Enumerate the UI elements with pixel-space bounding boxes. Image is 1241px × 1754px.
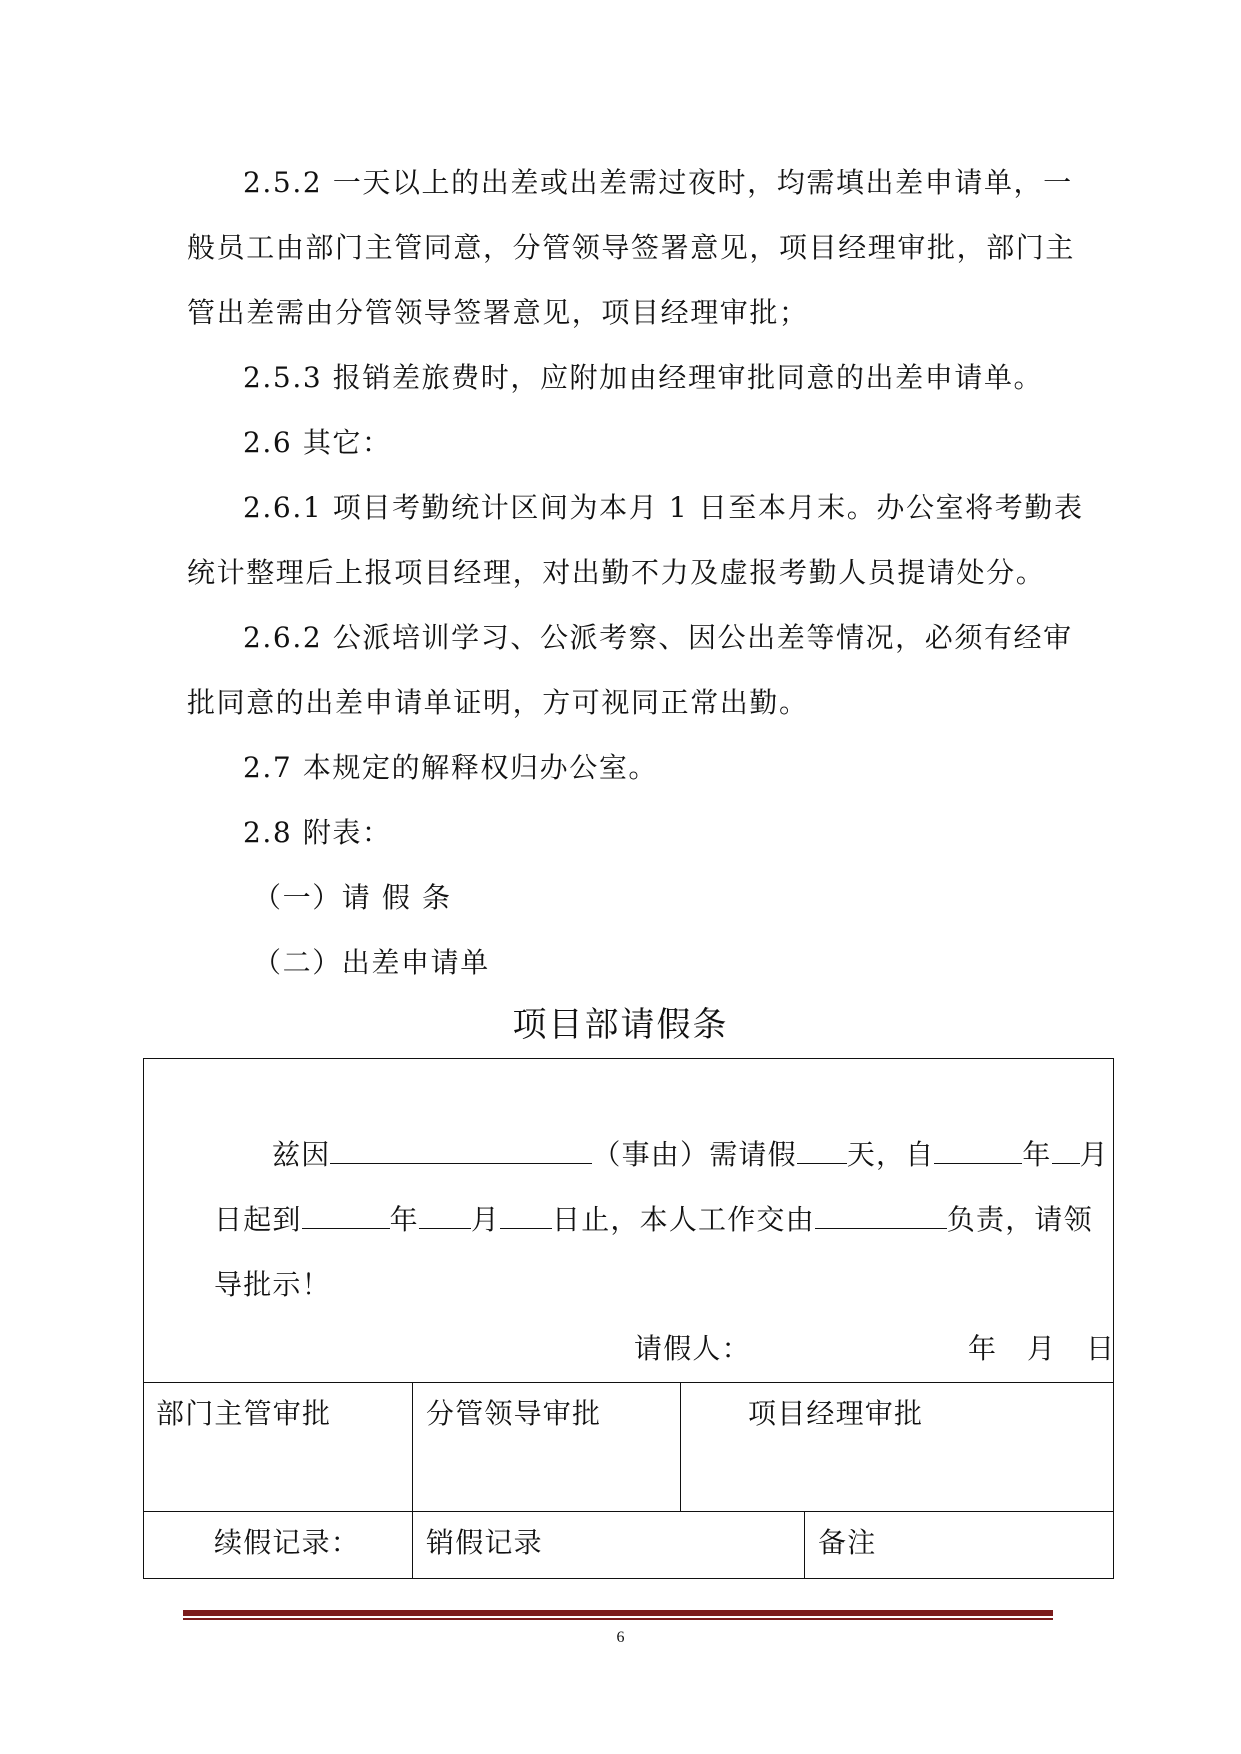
record-divider-1: [412, 1511, 413, 1578]
days-prefix: （事由）需请假: [592, 1138, 797, 1171]
handover-person-field[interactable]: [815, 1200, 947, 1229]
paragraph-2-6-2-line-1: 2.6.2 公派培训学习、公派考察、因公出差等情况，必须有经审: [243, 621, 1073, 654]
paragraph-2-5-3: 2.5.3 报销差旅费时，应附加由经理审批同意的出差申请单。: [243, 361, 1044, 394]
paragraph-2-5-2-line-3: 管出差需由分管领导签署意见，项目经理审批；: [187, 296, 809, 329]
request-line-1: [272, 1135, 1109, 1175]
to-month-field[interactable]: [419, 1200, 471, 1229]
paragraph-2-6-1-line-2: 统计整理后上报项目经理，对出勤不力及虚报考勤人员提请处分。: [187, 556, 1046, 589]
date-year-label: 年: [968, 1332, 998, 1365]
division-leader-approval-label: 分管领导审批: [426, 1397, 602, 1430]
remarks-label: 备注: [818, 1526, 877, 1559]
cancellation-record-label: 销假记录: [426, 1526, 543, 1559]
footer-rule: [183, 1610, 1053, 1616]
to-prefix: 日起到: [214, 1203, 302, 1236]
record-divider-2: [804, 1511, 805, 1578]
paragraph-2-8: 2.8 附表：: [243, 816, 392, 849]
form-divider-2: [144, 1511, 1113, 1512]
from-month-label: 月: [1079, 1138, 1109, 1171]
approval-divider-1: [412, 1382, 413, 1511]
handover-prefix: 日止，本人工作交由: [552, 1203, 815, 1236]
project-manager-approval-label: 项目经理审批: [748, 1397, 924, 1430]
extension-record-label: 续假记录：: [214, 1526, 361, 1559]
form-divider-1: [144, 1382, 1113, 1383]
leave-form: [143, 1058, 1114, 1579]
footer-rule-thin: [183, 1618, 1053, 1620]
request-line-3: 导批示！: [214, 1268, 331, 1301]
paragraph-2-5-2-line-1: 2.5.2 一天以上的出差或出差需过夜时，均需填出差申请单，一: [243, 166, 1073, 199]
to-day-field[interactable]: [500, 1200, 552, 1229]
paragraph-2-6: 2.6 其它：: [243, 426, 392, 459]
date-day-label: 日: [1086, 1332, 1116, 1365]
from-prefix: 天，自: [846, 1138, 935, 1171]
days-field[interactable]: [797, 1135, 847, 1164]
approval-divider-2: [680, 1382, 681, 1511]
reason-field[interactable]: [330, 1135, 592, 1164]
date-month-label: 月: [1027, 1332, 1057, 1365]
to-year-field[interactable]: [302, 1200, 390, 1229]
handover-suffix: 负责，请领: [946, 1203, 1093, 1236]
to-year-label: 年: [389, 1203, 419, 1236]
paragraph-2-6-1-line-1: 2.6.1 项目考勤统计区间为本月 1 日至本月末。办公室将考勤表: [243, 491, 1084, 524]
paragraph-2-7: 2.7 本规定的解释权归办公室。: [243, 751, 659, 784]
appendix-item-leave-note: （一）请 假 条: [253, 881, 452, 914]
paragraph-2-6-2-line-2: 批同意的出差申请单证明，方可视同正常出勤。: [187, 686, 809, 719]
to-month-label: 月: [470, 1203, 501, 1236]
page-number: 6: [616, 1629, 625, 1646]
from-year-label: 年: [1022, 1138, 1052, 1171]
from-month-field[interactable]: [1052, 1135, 1080, 1164]
request-line-2: [214, 1200, 1093, 1240]
from-year-field[interactable]: [934, 1135, 1022, 1164]
applicant-label: 请假人：: [634, 1332, 751, 1365]
appendix-item-travel-request: （二）出差申请单: [253, 946, 490, 979]
reason-prefix: 兹因: [272, 1138, 331, 1171]
paragraph-2-5-2-line-2: 般员工由部门主管同意，分管领导签署意见，项目经理审批，部门主: [187, 231, 1076, 264]
dept-manager-approval-label: 部门主管审批: [156, 1397, 332, 1430]
leave-form-title: 项目部请假条: [512, 1005, 729, 1045]
